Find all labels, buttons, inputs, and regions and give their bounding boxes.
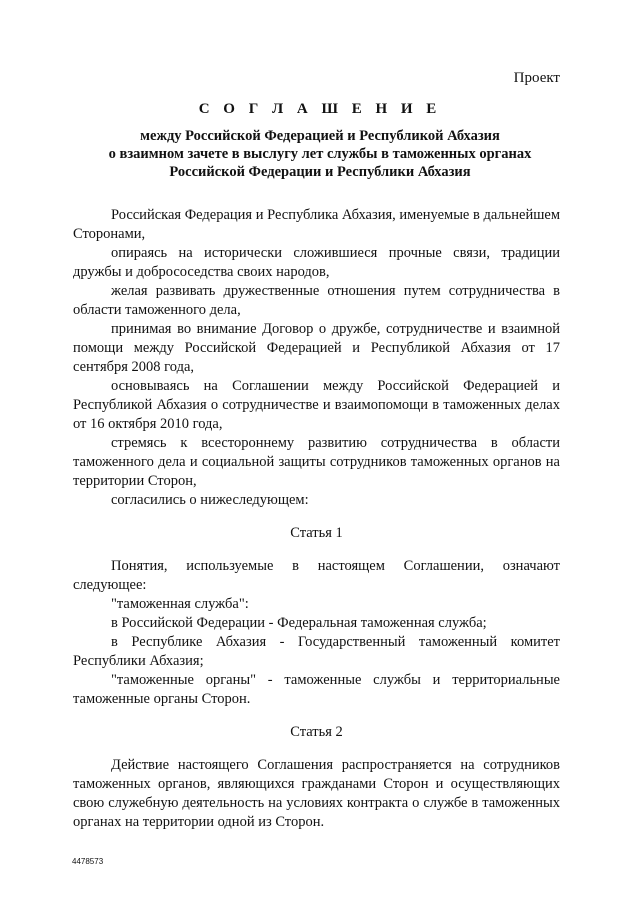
document-subtitle <box>0 127 640 181</box>
preamble-paragraph: принимая во внимание Договор о дружбе, сотрудничестве и взаимной помощи между Российской Федерацией и Республикой Абхазия от 17 сентября 2008 года, <box>73 321 560 375</box>
document-code: 4478573 <box>72 857 104 866</box>
article-1-paragraph: Понятия, используемые в настоящем Соглашении, означают следующее: <box>73 558 560 593</box>
preamble-paragraph: основываясь на Соглашении между Российской Федерацией и Республикой Абхазия о сотрудничестве и взаимопомощи в таможенных делах от 16 октября 2010 года, <box>73 378 560 432</box>
article-1-paragraph: в Республике Абхазия - Государственный таможенный комитет Республики Абхазия; <box>73 634 560 669</box>
preamble-paragraph: согласились о нижеследующем: <box>111 492 309 508</box>
preamble-paragraph: стремясь к всестороннему развитию сотрудничества в области таможенного дела и социальной защиты сотрудников таможенных органов на территории Сторон, <box>73 435 560 489</box>
subtitle-line: о взаимном зачете в выслугу лет службы в таможенных органах <box>108 146 532 162</box>
preamble-paragraph: Российская Федерация и Республика Абхазия, именуемые в дальнейшем Сторонами, <box>73 207 560 242</box>
draft-label: Проект <box>513 70 560 86</box>
preamble-paragraph: опираясь на исторически сложившиеся прочные связи, традиции дружбы и добрососедства своих народов, <box>73 245 560 280</box>
subtitle-line: Российской Федерации и Республики Абхазия <box>169 164 471 180</box>
article-1-paragraph: в Российской Федерации - Федеральная таможенная служба; <box>111 615 487 631</box>
article-1-heading: Статья 1 <box>290 525 343 541</box>
document-body <box>73 206 560 832</box>
article-2-heading: Статья 2 <box>290 724 343 740</box>
article-1-paragraph: "таможенная служба": <box>111 596 249 612</box>
preamble-paragraph: желая развивать дружественные отношения путем сотрудничества в области таможенного дела, <box>73 283 560 318</box>
article-1-paragraph: "таможенные органы" - таможенные службы и территориальные таможенные органы Сторон. <box>73 672 560 707</box>
document-title: С О Г Л А Ш Е Н И Е <box>198 101 442 117</box>
subtitle-line: между Российской Федерацией и Республикой Абхазия <box>140 128 500 144</box>
article-2-paragraph: Действие настоящего Соглашения распространяется на сотрудников таможенных органов, являющихся гражданами Сторон и осуществляющих свою служебную деятельность на условиях контракта о службе в таможенных органах на территории одной из Сторон. <box>73 757 560 830</box>
